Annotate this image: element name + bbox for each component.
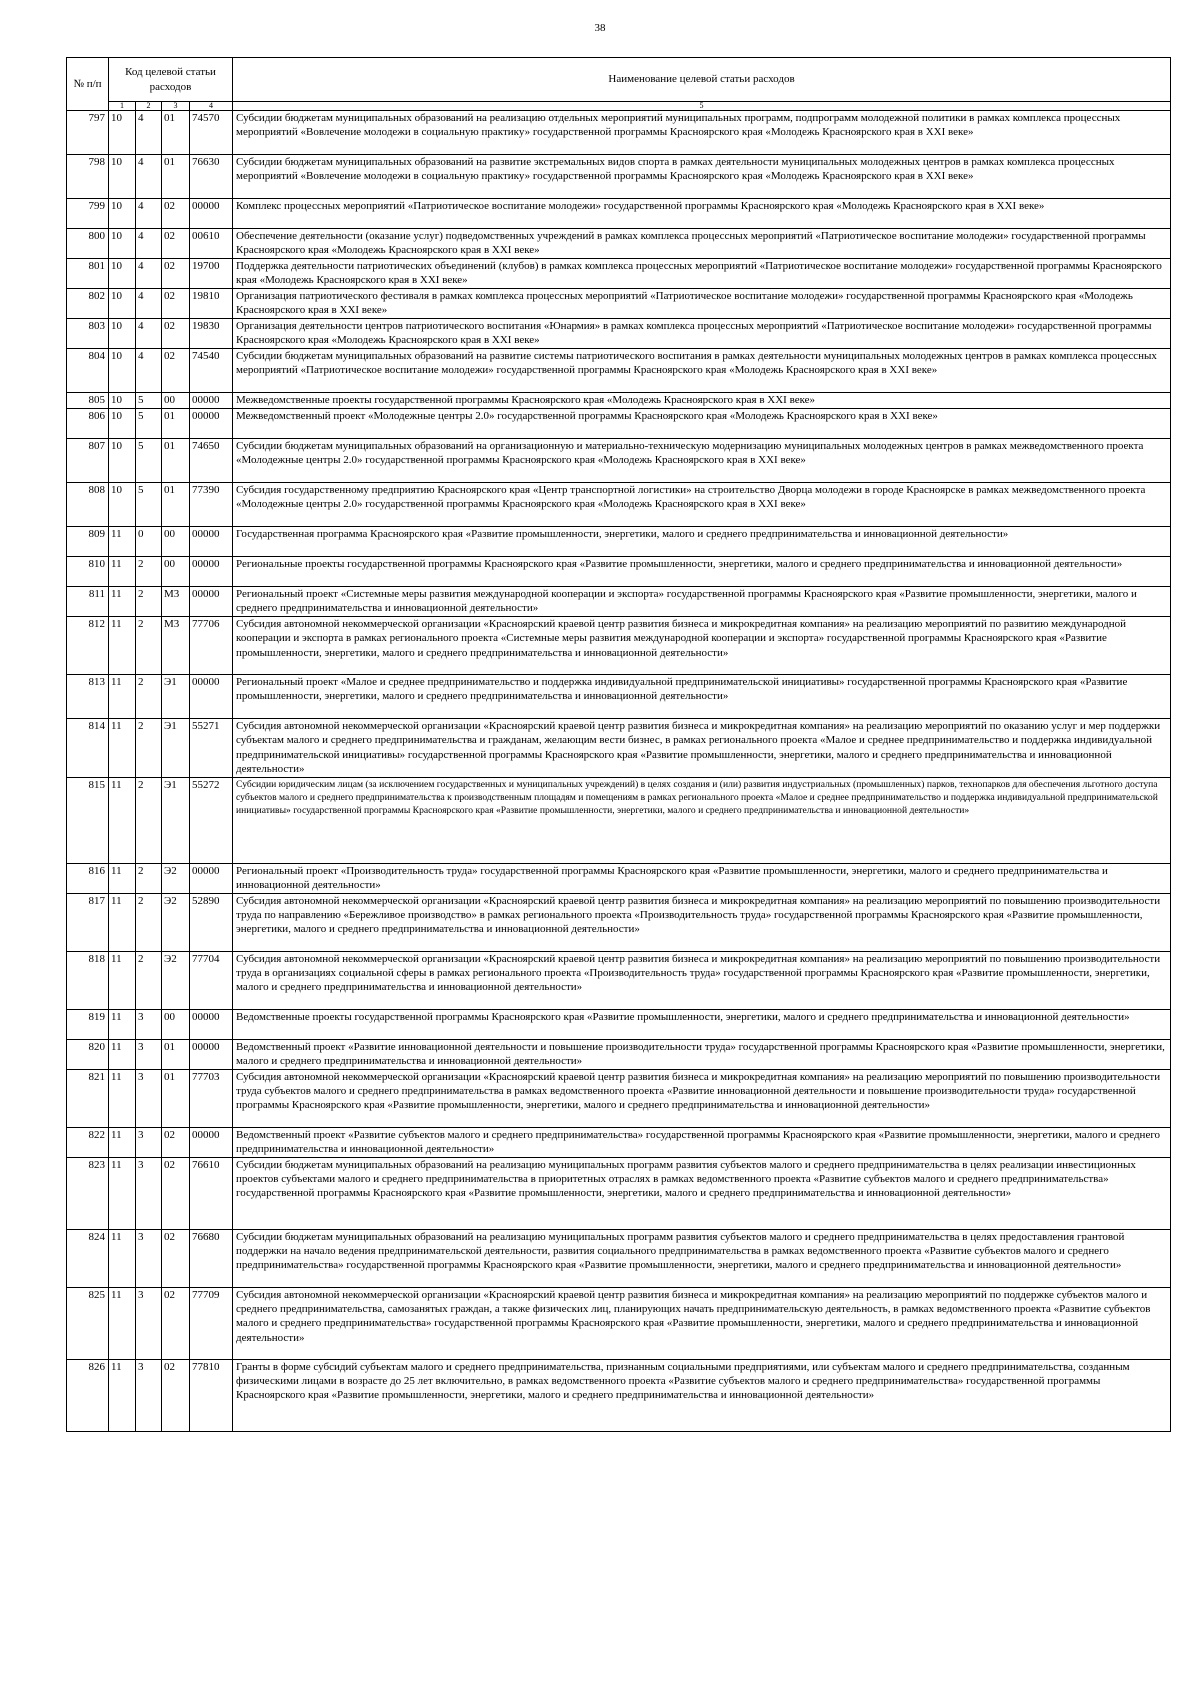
row-name: Государственная программа Красноярского края «Развитие промышленности, энергетики, малого и среднего предпринимательства и инновационной деятельности» — [233, 527, 1171, 557]
code-event: 00 — [162, 557, 190, 587]
code-program: 11 — [109, 719, 136, 778]
code-direction: 77709 — [190, 1287, 233, 1359]
code-direction: 76610 — [190, 1157, 233, 1229]
code-program: 11 — [109, 587, 136, 617]
subheader-5: 5 — [233, 102, 1171, 111]
header-code: Код целевой статьи расходов — [109, 58, 233, 102]
code-program: 11 — [109, 557, 136, 587]
row-name: Комплекс процессных мероприятий «Патриотическое воспитание молодежи» государственной программы Красноярского края «Молодежь Красноярского края в XXI веке» — [233, 199, 1171, 229]
row-name: Субсидия автономной некоммерческой организации «Красноярский краевой центр развития бизнеса и микрокредитная компания» на реализацию мероприятий по поддержке субъектов малого и среднего предпринимательства, самозанятых граждан, а также физических лиц, планирующих начать предпринимательскую деятельность, в рамках ведомственного проекта «Развитие субъектов малого и среднего предпринимательства» государственной программы Красноярского края «Развитие промышленности, энергетики, малого и среднего предпринимательства и инновационной деятельности» — [233, 1287, 1171, 1359]
subheader-1: 1 — [109, 102, 136, 111]
row-number: 815 — [67, 777, 109, 863]
code-event: 02 — [162, 259, 190, 289]
row-number: 805 — [67, 393, 109, 409]
row-name: Субсидии бюджетам муниципальных образований на реализацию муниципальных программ развития субъектов малого и среднего предпринимательства в целях реализации инвестиционных проектов субъектами малого и среднего предпринимательства в приоритетных отраслях в рамках ведомственного проекта «Развитие субъектов малого и среднего предпринимательства» государственной программы Красноярского края «Развитие промышленности, энергетики, малого и среднего предпринимательства и инновационной деятельности» — [233, 1157, 1171, 1229]
code-direction: 00000 — [190, 587, 233, 617]
code-program: 10 — [109, 439, 136, 483]
code-event: Э1 — [162, 675, 190, 719]
row-number: 823 — [67, 1157, 109, 1229]
code-event: 02 — [162, 1359, 190, 1431]
row-name: Поддержка деятельности патриотических объединений (клубов) в рамках комплекса процессных мероприятий «Патриотическое воспитание молодежи» государственной программы Красноярского края «Молодежь Красноярского края в XXI веке» — [233, 259, 1171, 289]
code-subprogram: 3 — [136, 1229, 162, 1287]
table-row — [67, 409, 1171, 439]
row-number: 807 — [67, 439, 109, 483]
code-direction: 00000 — [190, 527, 233, 557]
code-subprogram: 3 — [136, 1287, 162, 1359]
code-subprogram: 3 — [136, 1039, 162, 1069]
code-event: М3 — [162, 617, 190, 675]
table-row — [67, 719, 1171, 778]
code-direction: 77706 — [190, 617, 233, 675]
code-event: 00 — [162, 1009, 190, 1039]
row-number: 814 — [67, 719, 109, 778]
code-direction: 76680 — [190, 1229, 233, 1287]
code-direction: 00000 — [190, 199, 233, 229]
code-program: 11 — [109, 675, 136, 719]
row-name: Субсидия автономной некоммерческой организации «Красноярский краевой центр развития бизнеса и микрокредитная компания» на реализацию мероприятий по развитию международной кооперации и экспорта в рамках регионального проекта «Системные меры развития международной кооперации и экспорта» государственной программы Красноярского края «Развитие промышленности, энергетики, малого и среднего предпринимательства и инновационной деятельности» — [233, 617, 1171, 675]
row-number: 801 — [67, 259, 109, 289]
table-row — [67, 777, 1171, 863]
code-event: 01 — [162, 1069, 190, 1127]
code-direction: 76630 — [190, 155, 233, 199]
code-subprogram: 2 — [136, 893, 162, 951]
code-direction: 55272 — [190, 777, 233, 863]
code-direction: 74650 — [190, 439, 233, 483]
row-number: 809 — [67, 527, 109, 557]
row-number: 825 — [67, 1287, 109, 1359]
code-event: 01 — [162, 1039, 190, 1069]
code-event: Э1 — [162, 719, 190, 778]
code-event: 02 — [162, 229, 190, 259]
code-program: 11 — [109, 1069, 136, 1127]
code-subprogram: 3 — [136, 1157, 162, 1229]
code-direction: 00000 — [190, 1009, 233, 1039]
code-program: 11 — [109, 893, 136, 951]
row-number: 798 — [67, 155, 109, 199]
code-event: Э2 — [162, 893, 190, 951]
row-name: Субсидии бюджетам муниципальных образований на реализацию муниципальных программ развития субъектов малого и среднего предпринимательства в целях предоставления грантовой поддержки на начало ведения предпринимательской деятельности, развития социального предпринимательства в рамках ведомственного проекта «Развитие субъектов малого и среднего предпринимательства» государственной программы Красноярского края «Развитие промышленности, энергетики, малого и среднего предпринимательства и инновационной деятельности» — [233, 1229, 1171, 1287]
code-direction: 00000 — [190, 1127, 233, 1157]
code-subprogram: 3 — [136, 1359, 162, 1431]
table-row — [67, 319, 1171, 349]
code-event: 02 — [162, 1127, 190, 1157]
code-program: 11 — [109, 1287, 136, 1359]
header-name: Наименование целевой статьи расходов — [233, 58, 1171, 102]
code-subprogram: 4 — [136, 155, 162, 199]
subheader-3: 3 — [162, 102, 190, 111]
code-program: 11 — [109, 1157, 136, 1229]
code-direction: 55271 — [190, 719, 233, 778]
code-program: 10 — [109, 483, 136, 527]
row-name: Субсидия автономной некоммерческой организации «Красноярский краевой центр развития бизнеса и микрокредитная компания» на реализацию мероприятий по повышению производительности труда в организациях социальной сферы в рамках регионального проекта «Производительность труда» государственной программы Красноярского края «Развитие промышленности, энергетики, малого и среднего предпринимательства и инновационной деятельности» — [233, 951, 1171, 1009]
code-subprogram: 2 — [136, 777, 162, 863]
code-program: 10 — [109, 199, 136, 229]
table-header-row — [67, 58, 1171, 102]
code-program: 10 — [109, 111, 136, 155]
table-row — [67, 1287, 1171, 1359]
code-direction: 00000 — [190, 557, 233, 587]
table-row — [67, 557, 1171, 587]
row-number: 808 — [67, 483, 109, 527]
table-row — [67, 1157, 1171, 1229]
row-name: Гранты в форме субсидий субъектам малого и среднего предпринимательства, признанным социальными предприятиями, или субъектам малого и среднего предпринимательства, созданным физическими лицами в возрасте до 25 лет включительно, в рамках ведомственного проекта «Развитие субъектов малого и среднего предпринимательства» государственной программы Красноярского края «Развитие промышленности, энергетики, малого и среднего предпринимательства и инновационной деятельности» — [233, 1359, 1171, 1431]
code-subprogram: 2 — [136, 863, 162, 893]
table-row — [67, 483, 1171, 527]
row-number: 817 — [67, 893, 109, 951]
code-event: 02 — [162, 1229, 190, 1287]
code-program: 10 — [109, 319, 136, 349]
table-row — [67, 1359, 1171, 1431]
row-name: Субсидия автономной некоммерческой организации «Красноярский краевой центр развития бизнеса и микрокредитная компания» на реализацию мероприятий по оказанию услуг и мер поддержки субъектам малого и среднего предпринимательства и гражданам, желающим вести бизнес, в рамках регионального проекта «Малое и среднее предпринимательство и поддержка индивидуальной предпринимательской инициативы» государственной программы Красноярского края «Развитие промышленности, энергетики, малого и среднего предпринимательства и инновационной деятельности» — [233, 719, 1171, 778]
table-row — [67, 393, 1171, 409]
table-row — [67, 259, 1171, 289]
code-subprogram: 2 — [136, 617, 162, 675]
table-row — [67, 1069, 1171, 1127]
row-number: 811 — [67, 587, 109, 617]
code-event: Э1 — [162, 777, 190, 863]
row-number: 826 — [67, 1359, 109, 1431]
code-direction: 00000 — [190, 675, 233, 719]
code-event: 01 — [162, 439, 190, 483]
code-direction: 19700 — [190, 259, 233, 289]
row-name: Организация патриотического фестиваля в рамках комплекса процессных мероприятий «Патриотическое воспитание молодежи» государственной программы Красноярского края «Молодежь Красноярского края в XXI веке» — [233, 289, 1171, 319]
code-direction: 77390 — [190, 483, 233, 527]
row-number: 799 — [67, 199, 109, 229]
code-event: 01 — [162, 111, 190, 155]
code-program: 11 — [109, 1039, 136, 1069]
subheader-2: 2 — [136, 102, 162, 111]
code-subprogram: 3 — [136, 1127, 162, 1157]
code-event: 01 — [162, 483, 190, 527]
code-subprogram: 5 — [136, 393, 162, 409]
code-event: 00 — [162, 393, 190, 409]
row-number: 810 — [67, 557, 109, 587]
row-name: Региональные проекты государственной программы Красноярского края «Развитие промышленности, энергетики, малого и среднего предпринимательства и инновационной деятельности» — [233, 557, 1171, 587]
table-row — [67, 1127, 1171, 1157]
table-row — [67, 229, 1171, 259]
code-program: 11 — [109, 1229, 136, 1287]
table-row — [67, 199, 1171, 229]
code-subprogram: 4 — [136, 319, 162, 349]
row-name: Субсидия автономной некоммерческой организации «Красноярский краевой центр развития бизнеса и микрокредитная компания» на реализацию мероприятий по повышению производительности труда по направлению «Бережливое производство» в рамках регионального проекта «Производительность труда» государственной программы Красноярского края «Развитие промышленности, энергетики, малого и среднего предпринимательства и инновационной деятельности» — [233, 893, 1171, 951]
code-subprogram: 4 — [136, 349, 162, 393]
row-name: Региональный проект «Производительность труда» государственной программы Красноярского края «Развитие промышленности, энергетики, малого и среднего предпринимательства и инновационной деятельности» — [233, 863, 1171, 893]
code-subprogram: 4 — [136, 111, 162, 155]
row-name: Субсидии бюджетам муниципальных образований на развитие экстремальных видов спорта в рамках деятельности муниципальных молодежных центров в рамках комплекса процессных мероприятий «Вовлечение молодежи в социальную практику» государственной программы Красноярского края «Молодежь Красноярского края в XXI веке» — [233, 155, 1171, 199]
row-number: 818 — [67, 951, 109, 1009]
code-program: 11 — [109, 1127, 136, 1157]
code-program: 11 — [109, 1009, 136, 1039]
code-direction: 52890 — [190, 893, 233, 951]
table-subheader-row — [67, 102, 1171, 111]
row-number: 821 — [67, 1069, 109, 1127]
row-name: Межведомственные проекты государственной программы Красноярского края «Молодежь Красноярского края в XXI веке» — [233, 393, 1171, 409]
code-subprogram: 4 — [136, 259, 162, 289]
code-program: 10 — [109, 289, 136, 319]
table-row — [67, 155, 1171, 199]
code-direction: 74570 — [190, 111, 233, 155]
code-program: 11 — [109, 1359, 136, 1431]
row-number: 822 — [67, 1127, 109, 1157]
code-direction: 77810 — [190, 1359, 233, 1431]
table-row — [67, 587, 1171, 617]
table-row — [67, 439, 1171, 483]
code-subprogram: 4 — [136, 229, 162, 259]
code-event: Э2 — [162, 863, 190, 893]
code-subprogram: 2 — [136, 719, 162, 778]
code-direction: 00000 — [190, 863, 233, 893]
code-program: 11 — [109, 777, 136, 863]
code-program: 11 — [109, 951, 136, 1009]
subheader-4: 4 — [190, 102, 233, 111]
row-number: 803 — [67, 319, 109, 349]
code-program: 10 — [109, 409, 136, 439]
code-direction: 00000 — [190, 409, 233, 439]
code-event: 01 — [162, 409, 190, 439]
row-name: Ведомственный проект «Развитие субъектов малого и среднего предпринимательства» государственной программы Красноярского края «Развитие промышленности, энергетики, малого и среднего предпринимательства и инновационной деятельности» — [233, 1127, 1171, 1157]
table-row — [67, 675, 1171, 719]
code-subprogram: 2 — [136, 951, 162, 1009]
code-event: 02 — [162, 199, 190, 229]
row-name: Региональный проект «Системные меры развития международной кооперации и экспорта» государственной программы Красноярского края «Развитие промышленности, энергетики, малого и среднего предпринимательства и инновационной деятельности» — [233, 587, 1171, 617]
row-name: Межведомственный проект «Молодежные центры 2.0» государственной программы Красноярского края «Молодежь Красноярского края в XXI веке» — [233, 409, 1171, 439]
code-subprogram: 5 — [136, 409, 162, 439]
header-number: № п/п — [67, 58, 109, 111]
code-direction: 19810 — [190, 289, 233, 319]
row-number: 800 — [67, 229, 109, 259]
code-subprogram: 2 — [136, 675, 162, 719]
row-number: 806 — [67, 409, 109, 439]
table-row — [67, 1229, 1171, 1287]
row-name: Организация деятельности центров патриотического воспитания «Юнармия» в рамках комплекса процессных мероприятий «Патриотическое воспитание молодежи» государственной программы Красноярского края «Молодежь Красноярского края в XXI веке» — [233, 319, 1171, 349]
code-direction: 19830 — [190, 319, 233, 349]
code-program: 10 — [109, 229, 136, 259]
code-subprogram: 2 — [136, 587, 162, 617]
table-row — [67, 617, 1171, 675]
row-name: Ведомственные проекты государственной программы Красноярского края «Развитие промышленности, энергетики, малого и среднего предпринимательства и инновационной деятельности» — [233, 1009, 1171, 1039]
code-event: 01 — [162, 155, 190, 199]
row-name: Субсидии юридическим лицам (за исключением государственных и муниципальных учреждений) в целях создания и (или) развития индустриальных (промышленных) парков, технопарков для обеспечения льготного доступа субъектов малого и среднего предпринимательства к производственным площадям и помещениям в рамках регионального проекта «Малое и среднее предпринимательство и поддержка индивидуальной предпринимательской инициативы» государственной программы Красноярского края «Развитие промышленности, энергетики, малого и среднего предпринимательства и инновационной деятельности» — [233, 777, 1171, 863]
table-row — [67, 289, 1171, 319]
code-event: 02 — [162, 1287, 190, 1359]
row-name: Субсидия государственному предприятию Красноярского края «Центр транспортной логистики» на строительство Дворца молодежи в городе Красноярске в рамках межведомственного проекта «Молодежные центры 2.0» государственной программы Красноярского края «Молодежь Красноярского края в XXI веке» — [233, 483, 1171, 527]
row-number: 797 — [67, 111, 109, 155]
code-event: 02 — [162, 1157, 190, 1229]
code-event: 02 — [162, 319, 190, 349]
code-program: 11 — [109, 527, 136, 557]
code-direction: 00610 — [190, 229, 233, 259]
code-event: Э2 — [162, 951, 190, 1009]
code-subprogram: 2 — [136, 557, 162, 587]
table-row — [67, 1009, 1171, 1039]
table-row — [67, 893, 1171, 951]
code-event: 02 — [162, 349, 190, 393]
table-row — [67, 527, 1171, 557]
row-name: Субсидия автономной некоммерческой организации «Красноярский краевой центр развития бизнеса и микрокредитная компания» на реализацию мероприятий по повышению производительности труда субъектов малого и среднего предпринимательства в рамках ведомственного проекта «Развитие инновационной деятельности и повышение производительности труда» государственной программы Красноярского края «Развитие промышленности, энергетики, малого и среднего предпринимательства и инновационной деятельности» — [233, 1069, 1171, 1127]
code-subprogram: 0 — [136, 527, 162, 557]
code-program: 10 — [109, 349, 136, 393]
table-row — [67, 1039, 1171, 1069]
row-number: 813 — [67, 675, 109, 719]
budget-table — [66, 57, 1171, 1432]
row-number: 816 — [67, 863, 109, 893]
row-name: Обеспечение деятельности (оказание услуг) подведомственных учреждений в рамках комплекса процессных мероприятий «Патриотическое воспитание молодежи» государственной программы Красноярского края «Молодежь Красноярского края в XXI веке» — [233, 229, 1171, 259]
page-number: 38 — [594, 22, 606, 34]
row-number: 802 — [67, 289, 109, 319]
row-name: Региональный проект «Малое и среднее предпринимательство и поддержка индивидуальной предпринимательской инициативы» государственной программы Красноярского края «Развитие промышленности, энергетики, малого и среднего предпринимательства и инновационной деятельности» — [233, 675, 1171, 719]
row-number: 824 — [67, 1229, 109, 1287]
row-number: 804 — [67, 349, 109, 393]
code-direction: 00000 — [190, 1039, 233, 1069]
table-body — [67, 111, 1171, 1432]
code-subprogram: 4 — [136, 199, 162, 229]
code-subprogram: 3 — [136, 1069, 162, 1127]
code-subprogram: 3 — [136, 1009, 162, 1039]
row-number: 812 — [67, 617, 109, 675]
code-subprogram: 4 — [136, 289, 162, 319]
code-program: 10 — [109, 155, 136, 199]
code-event: 00 — [162, 527, 190, 557]
row-name: Субсидии бюджетам муниципальных образований на реализацию отдельных мероприятий муниципальных программ, подпрограмм молодежной политики в рамках комплекса процессных мероприятий «Вовлечение молодежи в социальную практику» государственной программы Красноярского края «Молодежь Красноярского края в XXI веке» — [233, 111, 1171, 155]
code-event: 02 — [162, 289, 190, 319]
code-event: М3 — [162, 587, 190, 617]
code-subprogram: 5 — [136, 439, 162, 483]
row-name: Ведомственный проект «Развитие инновационной деятельности и повышение производительности труда» государственной программы Красноярского края «Развитие промышленности, энергетики, малого и среднего предпринимательства и инновационной деятельности» — [233, 1039, 1171, 1069]
table-row — [67, 349, 1171, 393]
code-direction: 77704 — [190, 951, 233, 1009]
table-row — [67, 111, 1171, 155]
code-subprogram: 5 — [136, 483, 162, 527]
row-name: Субсидии бюджетам муниципальных образований на организационную и материально-техническую модернизацию муниципальных молодежных центров в рамках межведомственного проекта «Молодежные центры 2.0» государственной программы Красноярского края «Молодежь Красноярского края в XXI веке» — [233, 439, 1171, 483]
code-direction: 00000 — [190, 393, 233, 409]
code-program: 10 — [109, 259, 136, 289]
table-row — [67, 951, 1171, 1009]
row-number: 819 — [67, 1009, 109, 1039]
code-direction: 77703 — [190, 1069, 233, 1127]
code-program: 11 — [109, 617, 136, 675]
table-row — [67, 863, 1171, 893]
code-direction: 74540 — [190, 349, 233, 393]
code-program: 11 — [109, 863, 136, 893]
code-program: 10 — [109, 393, 136, 409]
row-name: Субсидии бюджетам муниципальных образований на развитие системы патриотического воспитания в рамках деятельности муниципальных молодежных центров в рамках комплекса процессных мероприятий «Патриотическое воспитание молодежи» государственной программы Красноярского края «Молодежь Красноярского края в XXI веке» — [233, 349, 1171, 393]
row-number: 820 — [67, 1039, 109, 1069]
